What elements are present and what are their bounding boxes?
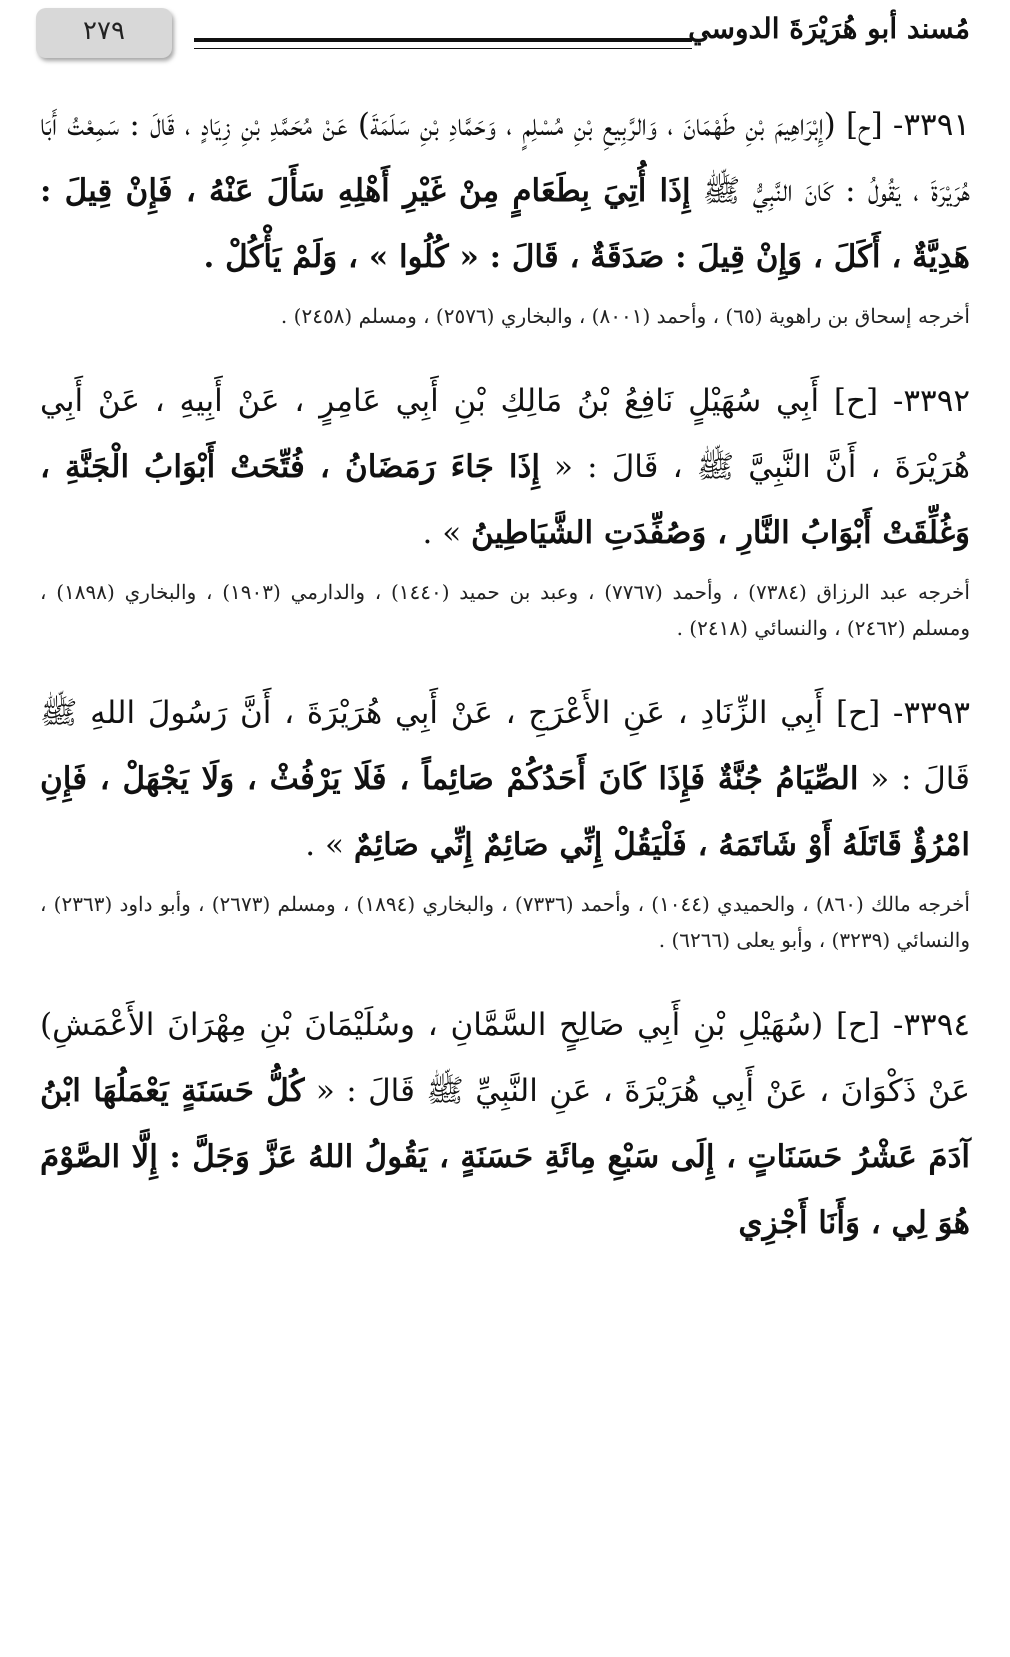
takhrij-note: أخرجه عبد الرزاق (٧٣٨٤) ، وأحمد (٧٧٦٧) ، وعبد بن حميد (١٤٤٠) ، والدارمي (١٩٠٣) ، والبخاري (١٨٩٨) ، ومسلم (٢٤٦٢) ، والنسائي (٢٤١٨) . xyxy=(40,580,970,640)
hadith-suffix: » . xyxy=(305,827,354,863)
header-rule-thin xyxy=(194,48,692,49)
hadith-matn: إِذَا جَاءَ رَمَضَانُ ، فُتِّحَتْ أَبْوَابُ الْجَنَّةِ ، وَغُلِّقَتْ أَبْوَابُ النَّارِ ، وَصُفِّدَتِ الشَّيَاطِينُ xyxy=(40,449,970,551)
hadith-block xyxy=(40,92,970,334)
hadith-suffix: » . xyxy=(422,515,472,551)
page-header xyxy=(36,8,970,64)
hadith-chain: - [ح] أَبِي الزِّنَادِ ، عَنِ الأَعْرَجِ ، عَنْ أَبِي هُرَيْرَةَ ، أَنَّ رَسُولَ اللهِ ﷺ قَالَ : « xyxy=(40,695,970,797)
takhrij-note: أخرجه إسحاق بن راهوية (٦٥) ، وأحمد (٨٠٠١) ، والبخاري (٢٥٧٦) ، ومسلم (٢٤٥٨) . xyxy=(280,304,970,328)
hadith-matn: الصِّيَامُ جُنَّةٌ فَإِذَا كَانَ أَحَدُكُمْ صَائِماً ، فَلَا يَرْفُثْ ، وَلَا يَجْهَلْ ، فَإِنِ امْرُؤٌ قَاتَلَهُ أَوْ شَاتَمَهُ ، فَلْيَقُلْ إِنِّي صَائِمٌ إِنِّي صَائِمٌ xyxy=(40,761,970,863)
hadith-text xyxy=(40,680,970,878)
takhrij-note: أخرجه مالك (٨٦٠) ، والحميدي (١٠٤٤) ، وأحمد (٧٣٣٦) ، والبخاري (١٨٩٤) ، ومسلم (٢٦٧٣) ، وأبو داود (٢٣٦٣) ، والنسائي (٣٢٣٩) ، وأبو يعلى (٦٢٦٦) . xyxy=(40,892,970,952)
hadith-number: ٣٣٩٢ xyxy=(903,383,970,419)
hadith-block xyxy=(40,992,970,1256)
hadith-text xyxy=(40,992,970,1256)
page-number: ٢٧٩ xyxy=(36,8,172,58)
hadith-chain: - [ح] (سُهَيْلِ بْنِ أَبِي صَالِحٍ السَّمَّانِ ، وسُلَيْمَانَ بْنِ مِهْرَانَ الأَعْمَشِ) عَنْ ذَكْوَانَ ، عَنْ أَبِي هُرَيْرَةَ ، عَنِ النَّبِيِّ ﷺ قَالَ : « xyxy=(40,1007,970,1109)
hadith-number: ٣٣٩٣ xyxy=(903,695,970,731)
hadith-text xyxy=(40,368,970,566)
hadith-block xyxy=(40,680,970,958)
page-content xyxy=(40,92,970,1290)
hadith-matn: كُلُّ حَسَنَةٍ يَعْمَلُهَا ابْنُ آدَمَ عَشْرُ حَسَنَاتٍ ، إِلَى سَبْعِ مِائَةِ حَسَنَةٍ ، يَقُولُ اللهُ عَزَّ وَجَلَّ : إِلَّا الصَّوْمَ هُوَ لِي ، وَأَنَا أَجْزِي xyxy=(40,1073,970,1241)
hadith-number: ٣٣٩١ xyxy=(903,107,970,143)
hadith-number: ٣٣٩٤ xyxy=(903,1007,970,1043)
header-rule xyxy=(194,38,692,42)
hadith-text xyxy=(40,92,970,290)
hadith-block xyxy=(40,368,970,646)
hadith-chain: - [ح] أَبِي سُهَيْلٍ نَافِعُ بْنُ مَالِكِ بْنِ أَبِي عَامِرٍ ، عَنْ أَبِيهِ ، عَنْ أَبِي هُرَيْرَةَ ، أَنَّ النَّبِيَّ ﷺ ، قَالَ : « xyxy=(40,383,970,485)
hadith-matn: إِذَا أُتِيَ بِطَعَامٍ مِنْ غَيْرِ أَهْلِهِ سَأَلَ عَنْهُ ، فَإِنْ قِيلَ : هَدِيَّةٌ ، أَكَلَ ، وَإِنْ قِيلَ : صَدَقَةٌ ، قَالَ : « كُلُوا » ، وَلَمْ يَأْكُلْ . xyxy=(40,173,970,275)
running-title: مُسند أبو هُرَيْرَةَ الدوسي xyxy=(688,12,970,45)
hadith-chain: - [ح] (إِبْرَاهِيمَ بْنِ طَهْمَانَ ، وَالرَّبِيعِ بْنِ مُسْلِمٍ ، وَحَمَّادِ بْنِ سَلَمَةَ) عَنْ مُحَمَّدِ بْنِ زِيَادٍ ، قَالَ : سَمِعْتُ أَبَا هُرَيْرَةَ ، يَقُولُ : كَانَ النَّبِيُّ ﷺ xyxy=(40,107,970,209)
